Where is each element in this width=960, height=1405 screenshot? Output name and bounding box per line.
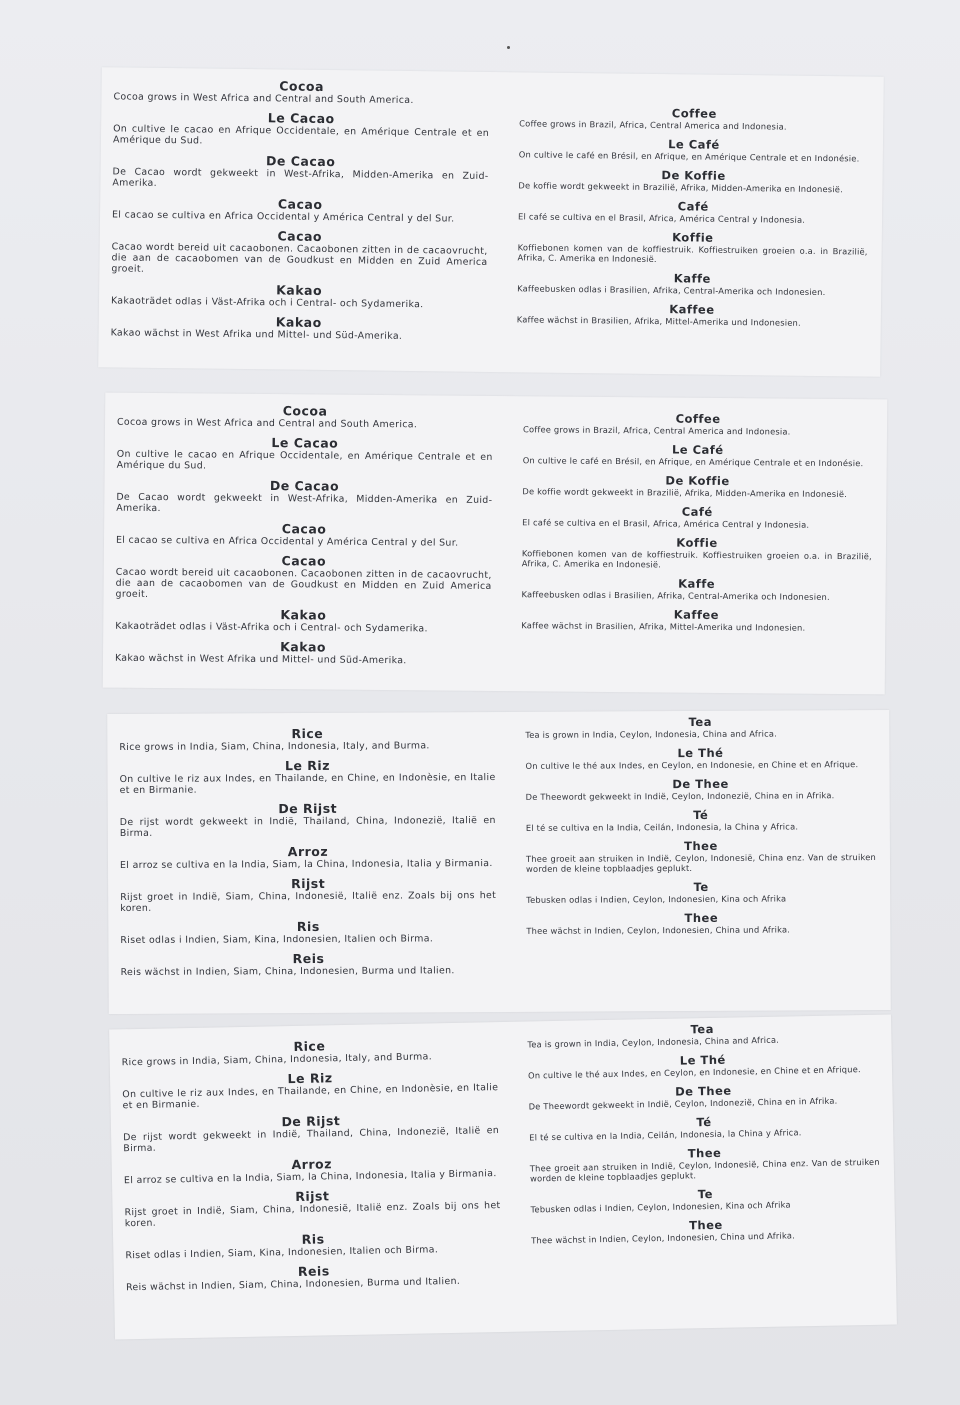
entry-tea-nl-2 — [526, 838, 876, 874]
entry-coffee-fr — [519, 135, 869, 163]
entry-heading: De Rijst — [278, 800, 338, 817]
entry-coffee-de — [517, 300, 867, 328]
entry-heading: Kakao — [280, 607, 327, 623]
entry-text: De rijst wordt gekweekt in Indië, Thailand, China, Indonezië, Italië en Birma. — [119, 815, 496, 839]
entry-text: Tebusken odlas i Indien, Ceylon, Indonesien, Kina och Afrika — [530, 1199, 791, 1215]
entry-rice-es — [124, 1154, 500, 1186]
entry-text: Kakao wächst in West Afrika und Mittel- und Süd-Amerika. — [110, 327, 403, 342]
entry-text: Rice grows in India, Siam, China, Indonesia, Italy, and Burma. — [121, 1051, 433, 1069]
entry-heading: Tea — [690, 1021, 715, 1037]
entry-heading: Rice — [291, 725, 324, 742]
cocoa-column — [115, 393, 494, 695]
entry-heading: Kaffe — [678, 576, 716, 591]
entry-heading: Té — [693, 807, 709, 822]
entry-heading: Ris — [301, 1231, 325, 1247]
entry-text: El café se cultiva en el Brasil, Africa, América Central y Indonesia. — [522, 517, 810, 530]
cocoa-column — [110, 67, 490, 376]
entry-text: El té se cultiva en la India, Ceilán, Indonesia, la China y Africa. — [529, 1127, 802, 1143]
entry-text: Tea is grown in India, Ceylon, Indonesia, China and Africa. — [525, 728, 778, 740]
entry-rice-es — [120, 844, 496, 871]
entry-cocoa-nl-2 — [111, 227, 488, 279]
entry-heading: Le Cacao — [267, 110, 335, 127]
entry-cocoa-nl — [116, 478, 492, 517]
entry-heading: Rijst — [291, 875, 326, 892]
entry-text: On cultive le café en Brésil, en Afrique, en Amérique Centrale et en Indonésie. — [518, 149, 860, 164]
entry-text: Coffee grows in Brazil, Africa, Central America and Indonesia. — [522, 424, 791, 437]
entry-coffee-nl — [518, 166, 868, 194]
entry-rice-fr — [119, 758, 495, 796]
entry-text: El cacao se cultiva en Africa Occidental y América Central y del Sur. — [115, 534, 459, 549]
entry-tea-nl — [528, 1081, 878, 1112]
entry-text: Kakaoträdet odlas i Väst-Afrika och i Central- och Sydamerika. — [110, 295, 424, 311]
entry-coffee-en — [523, 410, 873, 437]
entry-heading: Le Riz — [284, 757, 331, 774]
entry-heading: Le Café — [671, 442, 724, 457]
entry-heading: Arroz — [287, 843, 329, 860]
entry-coffee-fr — [523, 441, 873, 468]
entry-heading: Cacao — [281, 553, 327, 569]
entry-text: Tea is grown in India, Ceylon, Indonesia, China and Africa. — [527, 1034, 780, 1050]
entry-tea-es — [526, 807, 876, 833]
coffee-column — [521, 396, 874, 694]
entry-text: On cultive le thé aux Indes, en Ceylon, en Indonesie, en Chine et en Afrique. — [527, 1064, 861, 1081]
entry-heading: Cocoa — [279, 78, 325, 94]
entry-heading: Le Café — [668, 137, 720, 152]
entry-coffee-en — [519, 104, 869, 132]
entry-heading: Cocoa — [282, 403, 328, 419]
entry-cocoa-sv — [115, 607, 491, 635]
entry-heading: Kakao — [276, 282, 323, 298]
entry-heading: Thee — [684, 910, 719, 926]
entry-cocoa-en — [113, 77, 489, 107]
entry-heading: Cacao — [281, 521, 327, 537]
entry-heading: Le Cacao — [271, 435, 339, 451]
entry-text: Tebusken odlas i Indien, Ceylon, Indonesien, Kina och Afrika — [526, 893, 787, 905]
entry-rice-sv — [125, 1229, 501, 1261]
entry-text: Kakao wächst in West Afrika und Mittel- und Süd-Amerika. — [114, 652, 407, 667]
entry-text: Cocoa grows in West Africa and Central and South America. — [113, 91, 414, 107]
entry-text: De rijst wordt gekweekt in Indië, Thailand, China, Indonezië, Italië en Birma. — [123, 1125, 500, 1155]
coffee-column — [516, 72, 870, 376]
entry-rice-nl-2 — [124, 1186, 501, 1229]
entry-heading: Coffee — [671, 106, 717, 121]
entry-text: De Cacao wordt gekweekt in West-Afrika, Midden-Amerika en Zuid-Amerika. — [112, 166, 489, 189]
wall-mark — [507, 46, 510, 49]
entry-tea-fr — [525, 745, 875, 771]
entry-rice-de — [126, 1261, 502, 1293]
entry-text: Reis wächst in Indien, Siam, China, Indonesien, Burma und Italien. — [120, 965, 455, 978]
entry-heading: Reis — [297, 1263, 330, 1279]
entry-tea-en — [525, 714, 875, 740]
entry-text: El cacao se cultiva en Africa Occidental y América Central y del Sur. — [111, 209, 455, 225]
rice-column — [121, 1022, 503, 1339]
entry-coffee-nl-2 — [522, 534, 872, 571]
entry-text: On cultive le riz aux Indes, en Thailande, en Chine, en Indonèsie, en Italie et en Birmanie. — [119, 772, 496, 796]
entry-coffee-sv — [517, 269, 867, 297]
entry-text: El café se cultiva en el Brasil, Africa, América Central y Indonesia. — [518, 211, 806, 225]
entry-rice-fr — [122, 1068, 499, 1111]
entry-text: Koffiebonen komen van de koffiestruik. Koffiestruiken groeien o.a. in Brazilië, Afrika, C. Amerika en Indonesië. — [521, 548, 872, 570]
entry-tea-en — [527, 1019, 877, 1050]
entry-text: Kaffeebusken odlas i Brasilien, Afrika, Central-Amerika och Indonesien. — [521, 589, 830, 602]
entry-heading: Ris — [296, 918, 320, 935]
entry-heading: Kaffe — [673, 271, 711, 286]
entry-text: Thee groeit aan struiken in Indië, Ceylon, Indonesië, China enz. Van de struiken worden de kleine topblaadjes geplukt. — [529, 1156, 880, 1184]
entry-rice-nl-2 — [120, 876, 496, 914]
entry-text: On cultive le thé aux Indes, en Ceylon, en Indonesie, en Chine et en Afrique. — [525, 759, 859, 771]
entry-coffee-es — [522, 503, 872, 530]
entry-cocoa-es — [116, 521, 492, 549]
entry-cocoa-es — [112, 195, 488, 225]
entry-text: Kakaoträdet odlas i Väst-Afrika och i Central- och Sydamerika. — [115, 620, 428, 635]
entry-heading: Coffee — [675, 411, 721, 426]
rice-column — [119, 712, 497, 1014]
entry-cocoa-en — [117, 403, 493, 431]
entry-heading: Rijst — [295, 1188, 330, 1204]
entry-tea-sv — [530, 1184, 880, 1215]
entry-text: On cultive le cacao en Afrique Occidentale, en Amérique Centrale et en Amérique du Sud. — [116, 448, 493, 472]
entry-tea-fr — [528, 1050, 878, 1081]
entry-heading: Thee — [687, 1145, 722, 1161]
entry-rice-en — [121, 1036, 497, 1068]
entry-text: On cultive le riz aux Indes, en Thailande, en Chine, en Indonèsie, en Italie et en Birmanie. — [122, 1082, 499, 1112]
entry-cocoa-fr — [117, 435, 493, 474]
entry-heading: Thee — [684, 838, 718, 854]
entry-rice-nl — [123, 1111, 500, 1154]
entry-text: De koffie wordt gekweekt in Brazilië, Afrika, Midden-Amerika en Indonesië. — [518, 180, 844, 195]
entry-tea-de — [531, 1215, 881, 1246]
entry-text: El arroz se cultiva en la India, Siam, la China, Indonesia, Italia y Birmania. — [119, 858, 493, 871]
entry-rice-de — [120, 951, 496, 978]
entry-tea-es — [529, 1112, 879, 1143]
entry-text: On cultive le cacao en Afrique Occidentale, en Amérique Centrale et en Amérique du Sud. — [112, 123, 490, 147]
entry-heading: Kakao — [275, 314, 322, 330]
entry-text: Kaffee wächst in Brasilien, Afrika, Mittel-Amerika und Indonesien. — [521, 620, 806, 633]
entry-heading: Café — [681, 504, 713, 519]
entry-heading: Té — [696, 1114, 712, 1130]
entry-heading: Cacao — [277, 228, 323, 244]
entry-heading: De Koffie — [665, 473, 730, 489]
entry-text: On cultive le café en Brésil, en Afrique, en Amérique Centrale et en Indonésie. — [522, 455, 864, 469]
entry-heading: Le Thé — [679, 1052, 726, 1068]
entry-tea-nl — [526, 776, 876, 802]
entry-heading: Kaffee — [673, 607, 720, 622]
entry-text: Cacao wordt bereid uit cacaobonen. Cacaobonen zitten in de cacaovrucht, die aan de cacaobomen van de Goudkust en Midden en Zuid America groeit. — [115, 566, 492, 600]
entry-text: Kaffeebusken odlas i Brasilien, Afrika, Central-Amerika och Indonesien. — [517, 283, 826, 298]
label-sheet-rice-tea — [107, 710, 891, 1014]
entry-tea-sv — [526, 879, 876, 905]
entry-text: Thee groeit aan struiken in Indië, Ceylon, Indonesië, China enz. Van de struiken worden de kleine topblaadjes geplukt. — [525, 852, 877, 874]
entry-text: Koffiebonen komen van de koffiestruik. Koffiestruiken groeien o.a. in Brazilië, Afrika, C. Amerika en Indonesië. — [517, 242, 868, 265]
entry-cocoa-de — [115, 639, 491, 667]
entry-heading: De Cacao — [269, 478, 340, 494]
entry-text: El arroz se cultiva en la India, Siam, la China, Indonesia, Italia y Birmania. — [123, 1168, 497, 1187]
label-sheet-cocoa-coffee — [98, 67, 884, 377]
entry-coffee-sv — [522, 575, 872, 602]
entry-text: Reis wächst in Indien, Siam, China, Indonesien, Burma und Italien. — [125, 1275, 461, 1294]
entry-text: Thee wächst in Indien, Ceylon, Indonesien, China und Afrika. — [531, 1230, 796, 1246]
entry-heading: Tea — [688, 714, 712, 730]
entry-text: Riset odlas i Indien, Siam, Kina, Indonesien, Italien och Birma. — [125, 1244, 439, 1262]
entry-text: De Theewordt gekweekt in Indië, Ceylon, Indonezië, China en in Afrika. — [528, 1095, 838, 1112]
entry-coffee-nl — [522, 472, 872, 499]
entry-text: Rijst groet in Indië, Siam, China, Indonesië, Italië enz. Zoals bij ons het koren. — [120, 890, 497, 914]
entry-cocoa-de — [111, 313, 487, 343]
entry-coffee-nl-2 — [518, 228, 868, 266]
tea-column — [527, 1015, 883, 1336]
tea-column — [525, 710, 877, 1014]
entry-text: Rice grows in India, Siam, China, Indonesia, Italy, and Burma. — [119, 740, 430, 753]
entry-text: De koffie wordt gekweekt in Brazilië, Afrika, Midden-Amerika en Indonesië. — [522, 486, 848, 500]
entry-text: Cacao wordt bereid uit cacaobonen. Cacaobonen zitten in de cacaovrucht, die aan de cacaobomen van de Goudkust en Midden en Zuid America groeit. — [111, 241, 488, 275]
entry-heading: Reis — [292, 950, 325, 967]
entry-heading: De Thee — [675, 1083, 732, 1099]
entry-heading: De Thee — [672, 776, 729, 792]
entry-text: Coffee grows in Brazil, Africa, Central America and Indonesia. — [519, 118, 787, 132]
entry-heading: Kakao — [280, 639, 327, 655]
entry-cocoa-nl-2 — [115, 553, 491, 603]
entry-heading: Kaffee — [669, 302, 715, 317]
entry-heading: Te — [697, 1186, 714, 1202]
entry-text: El té se cultiva en la India, Ceilán, Indonesia, la China y Africa. — [525, 821, 799, 833]
label-sheet-rice-tea — [109, 1015, 897, 1340]
entry-text: Kaffee wächst in Brasilien, Afrika, Mittel-Amerika und Indonesien. — [516, 314, 801, 328]
entry-text: De Cacao wordt gekweekt in West-Afrika, Midden-Amerika en Zuid-Amerika. — [116, 491, 493, 515]
entry-heading: Koffie — [676, 535, 718, 550]
entry-heading: Rice — [293, 1038, 326, 1054]
entry-text: Cocoa grows in West Africa and Central and South America. — [116, 416, 418, 431]
entry-heading: Le Riz — [287, 1070, 333, 1087]
entry-heading: Café — [677, 199, 709, 214]
entry-tea-nl-2 — [529, 1143, 880, 1184]
entry-heading: Cacao — [277, 196, 323, 212]
entry-heading: De Cacao — [266, 153, 336, 170]
entry-heading: De Koffie — [661, 168, 726, 183]
entry-text: De Theewordt gekweekt in Indië, Ceylon, Indonezië, China en in Afrika. — [525, 790, 835, 802]
entry-coffee-de — [521, 606, 871, 633]
entry-rice-sv — [120, 919, 496, 946]
entry-rice-en — [119, 726, 495, 753]
entry-cocoa-nl — [112, 152, 488, 193]
entry-cocoa-fr — [113, 109, 489, 150]
entry-text: Rijst groet in Indië, Siam, China, Indonesië, Italië enz. Zoals bij ons het koren. — [124, 1200, 501, 1230]
entry-heading: Koffie — [672, 230, 714, 245]
entry-text: Thee wächst in Indien, Ceylon, Indonesien, China und Afrika. — [526, 924, 791, 936]
entry-text: Riset odlas i Indien, Siam, Kina, Indonesien, Italien och Birma. — [120, 933, 434, 946]
entry-heading: Arroz — [291, 1156, 333, 1173]
entry-heading: Te — [693, 879, 709, 894]
entry-tea-de — [526, 910, 876, 936]
label-sheet-cocoa-coffee — [103, 393, 888, 695]
entry-rice-nl — [120, 801, 496, 839]
entry-heading: Le Thé — [677, 745, 724, 761]
entry-cocoa-sv — [111, 281, 487, 311]
entry-heading: Thee — [689, 1217, 723, 1233]
entry-coffee-es — [518, 197, 868, 225]
entry-heading: De Rijst — [281, 1113, 341, 1130]
